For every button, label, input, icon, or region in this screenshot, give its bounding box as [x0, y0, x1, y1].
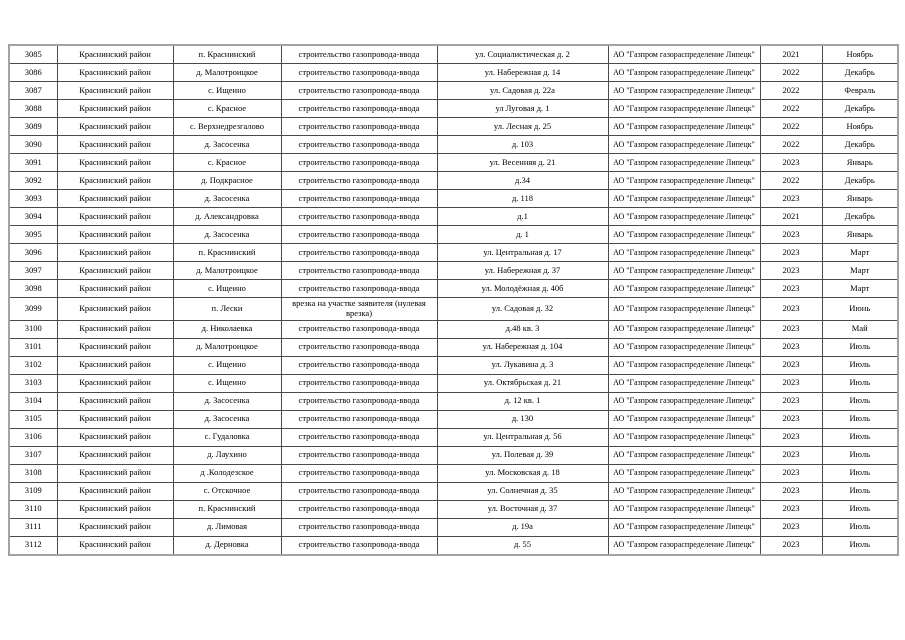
cell-settlement: с. Красное — [173, 154, 281, 172]
cell-org: АО "Газпром газораспределение Липецк" — [608, 500, 760, 518]
table-row — [9, 280, 898, 298]
table-row — [9, 356, 898, 374]
table-row — [9, 464, 898, 482]
table-row — [9, 118, 898, 136]
cell-year: 2023 — [760, 482, 822, 500]
cell-district: Краснинский район — [57, 118, 173, 136]
cell-num: 3095 — [9, 226, 57, 244]
cell-num: 3102 — [9, 356, 57, 374]
table-row — [9, 446, 898, 464]
cell-settlement: д. Подкрасное — [173, 172, 281, 190]
cell-district: Краснинский район — [57, 392, 173, 410]
cell-address: ул. Лукавина д. 3 — [437, 356, 608, 374]
cell-org: АО "Газпром газораспределение Липецк" — [608, 118, 760, 136]
cell-district: Краснинский район — [57, 428, 173, 446]
cell-work: строительство газопровода-ввода — [281, 320, 437, 338]
cell-work: строительство газопровода-ввода — [281, 410, 437, 428]
cell-org: АО "Газпром газораспределение Липецк" — [608, 518, 760, 536]
cell-org: АО "Газпром газораспределение Липецк" — [608, 172, 760, 190]
cell-org: АО "Газпром газораспределение Липецк" — [608, 374, 760, 392]
cell-work: строительство газопровода-ввода — [281, 428, 437, 446]
table-body — [9, 45, 898, 555]
cell-district: Краснинский район — [57, 82, 173, 100]
gas-connections-table — [8, 44, 899, 556]
cell-settlement: с. Ищеино — [173, 356, 281, 374]
cell-settlement: д. Лимовая — [173, 518, 281, 536]
cell-address: д. 1 — [437, 226, 608, 244]
cell-year: 2023 — [760, 154, 822, 172]
cell-settlement: д. Засосенка — [173, 136, 281, 154]
cell-work: строительство газопровода-ввода — [281, 244, 437, 262]
cell-address: ул. Московская д. 18 — [437, 464, 608, 482]
cell-year: 2023 — [760, 446, 822, 464]
cell-work: строительство газопровода-ввода — [281, 45, 437, 64]
table-row — [9, 518, 898, 536]
cell-settlement: д. Лаухино — [173, 446, 281, 464]
cell-org: АО "Газпром газораспределение Липецк" — [608, 280, 760, 298]
cell-district: Краснинский район — [57, 446, 173, 464]
cell-settlement: д. Засосенка — [173, 410, 281, 428]
table-row — [9, 392, 898, 410]
cell-year: 2023 — [760, 536, 822, 555]
cell-year: 2023 — [760, 410, 822, 428]
cell-work: строительство газопровода-ввода — [281, 118, 437, 136]
cell-year: 2023 — [760, 338, 822, 356]
cell-address: ул. Социалистическая д. 2 — [437, 45, 608, 64]
cell-num: 3101 — [9, 338, 57, 356]
cell-month: Июль — [822, 338, 898, 356]
cell-district: Краснинский район — [57, 100, 173, 118]
cell-district: Краснинский район — [57, 262, 173, 280]
cell-year: 2023 — [760, 464, 822, 482]
cell-num: 3106 — [9, 428, 57, 446]
cell-org: АО "Газпром газораспределение Липецк" — [608, 298, 760, 321]
cell-month: Июль — [822, 410, 898, 428]
cell-district: Краснинский район — [57, 226, 173, 244]
cell-address: д. 130 — [437, 410, 608, 428]
cell-address: ул. Набережная д. 104 — [437, 338, 608, 356]
cell-org: АО "Газпром газораспределение Липецк" — [608, 410, 760, 428]
cell-num: 3092 — [9, 172, 57, 190]
table-row — [9, 208, 898, 226]
cell-month: Июль — [822, 536, 898, 555]
cell-num: 3108 — [9, 464, 57, 482]
cell-year: 2022 — [760, 64, 822, 82]
cell-num: 3094 — [9, 208, 57, 226]
cell-month: Май — [822, 320, 898, 338]
cell-num: 3087 — [9, 82, 57, 100]
cell-month: Январь — [822, 226, 898, 244]
cell-year: 2023 — [760, 244, 822, 262]
cell-month: Декабрь — [822, 64, 898, 82]
cell-district: Краснинский район — [57, 45, 173, 64]
cell-month: Март — [822, 262, 898, 280]
cell-num: 3099 — [9, 298, 57, 321]
cell-month: Ноябрь — [822, 45, 898, 64]
cell-district: Краснинский район — [57, 136, 173, 154]
cell-address: ул. Полевая д. 39 — [437, 446, 608, 464]
cell-settlement: д. Засосенка — [173, 226, 281, 244]
cell-settlement: д. Малотроицкое — [173, 262, 281, 280]
cell-address: ул. Садовая д. 22а — [437, 82, 608, 100]
cell-month: Март — [822, 244, 898, 262]
cell-year: 2023 — [760, 262, 822, 280]
cell-org: АО "Газпром газораспределение Липецк" — [608, 45, 760, 64]
cell-district: Краснинский район — [57, 338, 173, 356]
cell-org: АО "Газпром газораспределение Липецк" — [608, 262, 760, 280]
cell-district: Краснинский район — [57, 64, 173, 82]
cell-address: д. 118 — [437, 190, 608, 208]
cell-address: ул. Центральная д. 17 — [437, 244, 608, 262]
table-row — [9, 244, 898, 262]
cell-month: Декабрь — [822, 100, 898, 118]
cell-org: АО "Газпром газораспределение Липецк" — [608, 64, 760, 82]
cell-num: 3105 — [9, 410, 57, 428]
cell-settlement: д. Малотроицкое — [173, 64, 281, 82]
cell-district: Краснинский район — [57, 172, 173, 190]
cell-org: АО "Газпром газораспределение Липецк" — [608, 154, 760, 172]
cell-year: 2023 — [760, 500, 822, 518]
cell-settlement: д .Колодезское — [173, 464, 281, 482]
cell-work: строительство газопровода-ввода — [281, 392, 437, 410]
cell-org: АО "Газпром газораспределение Липецк" — [608, 428, 760, 446]
cell-num: 3100 — [9, 320, 57, 338]
table-row — [9, 82, 898, 100]
cell-month: Июль — [822, 392, 898, 410]
cell-work: строительство газопровода-ввода — [281, 64, 437, 82]
table-row — [9, 100, 898, 118]
cell-month: Декабрь — [822, 172, 898, 190]
cell-month: Январь — [822, 154, 898, 172]
cell-month: Ноябрь — [822, 118, 898, 136]
cell-org: АО "Газпром газораспределение Липецк" — [608, 100, 760, 118]
cell-work: строительство газопровода-ввода — [281, 338, 437, 356]
cell-year: 2023 — [760, 226, 822, 244]
cell-month: Март — [822, 280, 898, 298]
cell-year: 2022 — [760, 82, 822, 100]
cell-settlement: с. Гудаловка — [173, 428, 281, 446]
cell-work: врезка на участке заявителя (нулевая врезка) — [281, 298, 437, 321]
cell-year: 2022 — [760, 136, 822, 154]
table-row — [9, 45, 898, 64]
cell-month: Июнь — [822, 298, 898, 321]
cell-month: Июль — [822, 464, 898, 482]
cell-district: Краснинский район — [57, 320, 173, 338]
cell-district: Краснинский район — [57, 190, 173, 208]
cell-month: Июль — [822, 356, 898, 374]
cell-month: Декабрь — [822, 208, 898, 226]
table-row — [9, 410, 898, 428]
cell-work: строительство газопровода-ввода — [281, 518, 437, 536]
cell-org: АО "Газпром газораспределение Липецк" — [608, 446, 760, 464]
table-row — [9, 226, 898, 244]
cell-work: строительство газопровода-ввода — [281, 262, 437, 280]
cell-year: 2023 — [760, 190, 822, 208]
cell-month: Июль — [822, 482, 898, 500]
cell-year: 2022 — [760, 100, 822, 118]
cell-address: ул. Садовая д. 32 — [437, 298, 608, 321]
cell-work: строительство газопровода-ввода — [281, 136, 437, 154]
cell-num: 3109 — [9, 482, 57, 500]
cell-month: Июль — [822, 446, 898, 464]
cell-year: 2023 — [760, 280, 822, 298]
cell-address: д.34 — [437, 172, 608, 190]
cell-settlement: д. Дерновка — [173, 536, 281, 555]
cell-num: 3091 — [9, 154, 57, 172]
table-row — [9, 482, 898, 500]
cell-year: 2021 — [760, 208, 822, 226]
cell-work: строительство газопровода-ввода — [281, 374, 437, 392]
cell-address: д. 19а — [437, 518, 608, 536]
cell-settlement: п. Краснинский — [173, 45, 281, 64]
cell-work: строительство газопровода-ввода — [281, 82, 437, 100]
cell-year: 2023 — [760, 356, 822, 374]
cell-district: Краснинский район — [57, 482, 173, 500]
cell-month: Июль — [822, 428, 898, 446]
cell-work: строительство газопровода-ввода — [281, 154, 437, 172]
cell-district: Краснинский район — [57, 410, 173, 428]
cell-district: Краснинский район — [57, 500, 173, 518]
cell-num: 3097 — [9, 262, 57, 280]
cell-org: АО "Газпром газораспределение Липецк" — [608, 392, 760, 410]
cell-settlement: с. Ищеино — [173, 280, 281, 298]
cell-work: строительство газопровода-ввода — [281, 482, 437, 500]
cell-month: Июль — [822, 518, 898, 536]
cell-settlement: п. Лески — [173, 298, 281, 321]
table-row — [9, 262, 898, 280]
cell-district: Краснинский район — [57, 518, 173, 536]
cell-work: строительство газопровода-ввода — [281, 446, 437, 464]
cell-address: ул. Молодёжная д. 40б — [437, 280, 608, 298]
cell-org: АО "Газпром газораспределение Липецк" — [608, 244, 760, 262]
cell-district: Краснинский район — [57, 154, 173, 172]
cell-num: 3085 — [9, 45, 57, 64]
cell-org: АО "Газпром газораспределение Липецк" — [608, 482, 760, 500]
cell-month: Январь — [822, 190, 898, 208]
cell-num: 3096 — [9, 244, 57, 262]
cell-settlement: д. Николаевка — [173, 320, 281, 338]
cell-address: ул. Весенняя д. 21 — [437, 154, 608, 172]
cell-org: АО "Газпром газораспределение Липецк" — [608, 226, 760, 244]
cell-org: АО "Газпром газораспределение Липецк" — [608, 208, 760, 226]
table-row — [9, 320, 898, 338]
cell-settlement: д. Засосенка — [173, 392, 281, 410]
cell-district: Краснинский район — [57, 244, 173, 262]
cell-num: 3103 — [9, 374, 57, 392]
cell-district: Краснинский район — [57, 298, 173, 321]
table-row — [9, 374, 898, 392]
table-row — [9, 536, 898, 555]
cell-year: 2023 — [760, 428, 822, 446]
cell-settlement: п. Краснинский — [173, 500, 281, 518]
cell-num: 3088 — [9, 100, 57, 118]
cell-work: строительство газопровода-ввода — [281, 172, 437, 190]
cell-address: ул. Набережная д. 14 — [437, 64, 608, 82]
cell-district: Краснинский район — [57, 356, 173, 374]
cell-work: строительство газопровода-ввода — [281, 100, 437, 118]
cell-settlement: с. Ищеино — [173, 82, 281, 100]
cell-org: АО "Газпром газораспределение Липецк" — [608, 356, 760, 374]
cell-num: 3107 — [9, 446, 57, 464]
cell-settlement: д. Александровка — [173, 208, 281, 226]
cell-district: Краснинский район — [57, 374, 173, 392]
cell-settlement: д. Малотроицкое — [173, 338, 281, 356]
cell-district: Краснинский район — [57, 280, 173, 298]
cell-address: ул. Восточная д. 37 — [437, 500, 608, 518]
cell-num: 3086 — [9, 64, 57, 82]
cell-num: 3093 — [9, 190, 57, 208]
cell-org: АО "Газпром газораспределение Липецк" — [608, 464, 760, 482]
cell-work: строительство газопровода-ввода — [281, 208, 437, 226]
cell-work: строительство газопровода-ввода — [281, 226, 437, 244]
cell-num: 3110 — [9, 500, 57, 518]
table-row — [9, 64, 898, 82]
cell-year: 2022 — [760, 172, 822, 190]
cell-settlement: с. Красное — [173, 100, 281, 118]
cell-year: 2023 — [760, 298, 822, 321]
cell-settlement: д. Засосенка — [173, 190, 281, 208]
cell-org: АО "Газпром газораспределение Липецк" — [608, 536, 760, 555]
cell-work: строительство газопровода-ввода — [281, 356, 437, 374]
cell-year: 2023 — [760, 374, 822, 392]
cell-work: строительство газопровода-ввода — [281, 190, 437, 208]
cell-settlement: с. Отскочное — [173, 482, 281, 500]
cell-work: строительство газопровода-ввода — [281, 500, 437, 518]
cell-month: Июль — [822, 374, 898, 392]
cell-year: 2021 — [760, 45, 822, 64]
cell-num: 3089 — [9, 118, 57, 136]
cell-num: 3090 — [9, 136, 57, 154]
cell-num: 3098 — [9, 280, 57, 298]
cell-month: Июль — [822, 500, 898, 518]
cell-org: АО "Газпром газораспределение Липецк" — [608, 320, 760, 338]
cell-work: строительство газопровода-ввода — [281, 280, 437, 298]
cell-num: 3112 — [9, 536, 57, 555]
cell-address: д. 55 — [437, 536, 608, 555]
cell-address: ул. Октябрьская д. 21 — [437, 374, 608, 392]
cell-address: д. 103 — [437, 136, 608, 154]
cell-address: д. 12 кв. 1 — [437, 392, 608, 410]
table-row — [9, 172, 898, 190]
table-row — [9, 298, 898, 321]
cell-district: Краснинский район — [57, 208, 173, 226]
cell-address: ул. Набережная д. 37 — [437, 262, 608, 280]
cell-num: 3111 — [9, 518, 57, 536]
cell-district: Краснинский район — [57, 536, 173, 555]
cell-district: Краснинский район — [57, 464, 173, 482]
cell-settlement: с. Верхнедрезгалово — [173, 118, 281, 136]
cell-year: 2023 — [760, 320, 822, 338]
cell-settlement: п. Краснинский — [173, 244, 281, 262]
cell-address: ул Луговая д. 1 — [437, 100, 608, 118]
cell-address: д.48 кв. 3 — [437, 320, 608, 338]
cell-org: АО "Газпром газораспределение Липецк" — [608, 82, 760, 100]
cell-work: строительство газопровода-ввода — [281, 536, 437, 555]
cell-month: Февраль — [822, 82, 898, 100]
table-row — [9, 190, 898, 208]
cell-address: д.1 — [437, 208, 608, 226]
cell-month: Декабрь — [822, 136, 898, 154]
table-row — [9, 428, 898, 446]
table-row — [9, 338, 898, 356]
cell-address: ул. Солнечная д. 35 — [437, 482, 608, 500]
cell-address: ул. Лесная д. 25 — [437, 118, 608, 136]
cell-org: АО "Газпром газораспределение Липецк" — [608, 136, 760, 154]
table-row — [9, 500, 898, 518]
cell-year: 2022 — [760, 118, 822, 136]
cell-year: 2023 — [760, 518, 822, 536]
cell-org: АО "Газпром газораспределение Липецк" — [608, 190, 760, 208]
cell-settlement: с. Ищеино — [173, 374, 281, 392]
cell-org: АО "Газпром газораспределение Липецк" — [608, 338, 760, 356]
table-row — [9, 136, 898, 154]
cell-address: ул. Центральная д. 56 — [437, 428, 608, 446]
cell-num: 3104 — [9, 392, 57, 410]
cell-year: 2023 — [760, 392, 822, 410]
cell-work: строительство газопровода-ввода — [281, 464, 437, 482]
table-row — [9, 154, 898, 172]
